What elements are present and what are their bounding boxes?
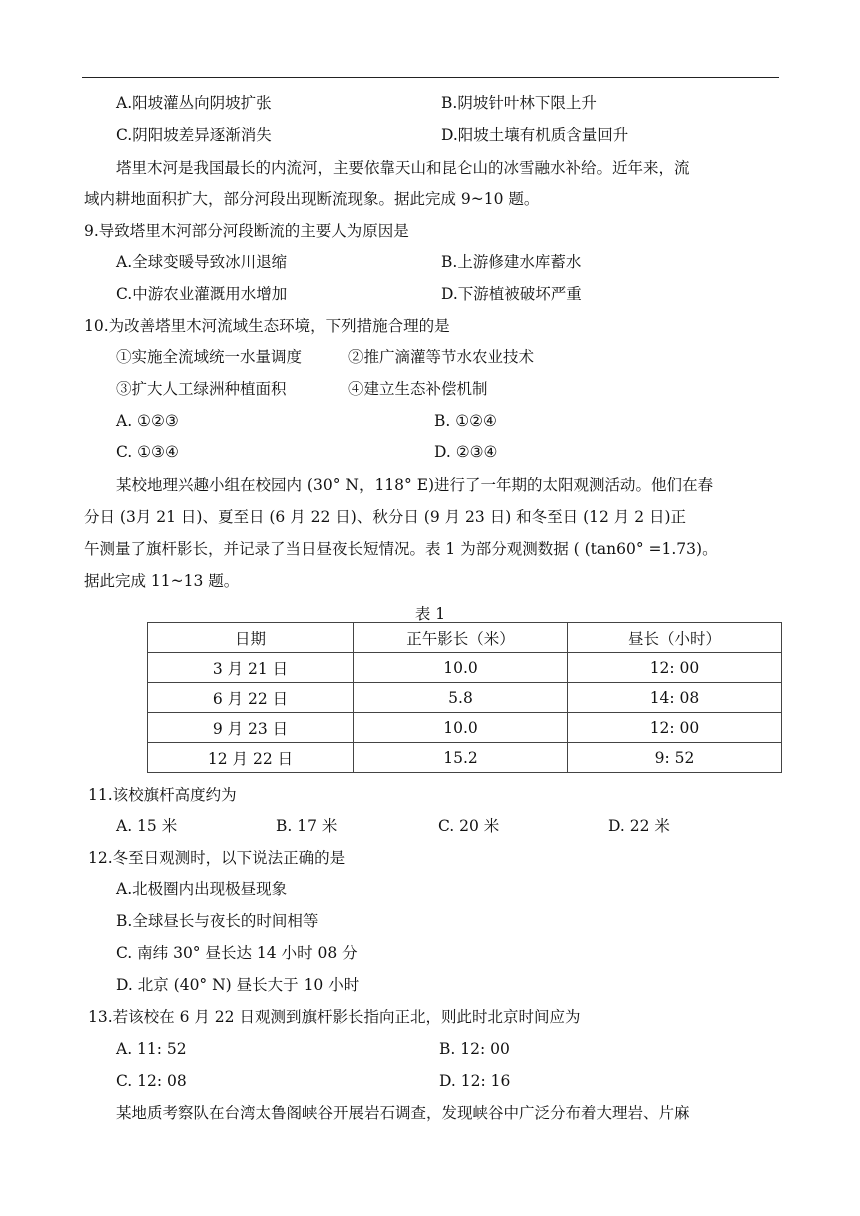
q12-option-d[interactable]: D. 北京 (40° N) 昼长大于 10 小时 — [116, 976, 360, 994]
table-row — [148, 743, 782, 773]
cell-day-length: 9: 52 — [568, 743, 782, 773]
obs-intro-line1: 某校地理兴趣小组在校园内 (30° N，118° E)进行了一年期的太阳观测活动。他们在春 — [116, 476, 714, 494]
cell-date: 12 月 22 日 — [148, 743, 354, 773]
q10-statement-2: ②推广滴灌等节水农业技术 — [348, 348, 535, 366]
table-row — [148, 683, 782, 713]
q8-option-a[interactable]: A.阳坡灌丛向阴坡扩张 — [116, 94, 272, 112]
header-day-length: 昼长（小时） — [568, 623, 782, 653]
table-row — [148, 713, 782, 743]
obs-intro-line2: 分日 (3月 21 日)、夏至日 (6 月 22 日)、秋分日 (9 月 23 日) 和冬至日 (12 月 2 日)正 — [84, 508, 687, 526]
q8-option-b[interactable]: B.阴坡针叶林下限上升 — [441, 94, 597, 112]
q13-option-b[interactable]: B. 12: 00 — [439, 1040, 510, 1058]
q13-option-a[interactable]: A. 11: 52 — [116, 1040, 187, 1058]
tarim-intro-line1: 塔里木河是我国最长的内流河，主要依靠天山和昆仑山的冰雪融水补给。近年来，流 — [116, 159, 690, 177]
cell-shadow-length: 5.8 — [354, 683, 568, 713]
q10-option-a[interactable]: A. ①②③ — [116, 412, 179, 430]
q12-option-b[interactable]: B.全球昼长与夜长的时间相等 — [116, 912, 319, 930]
cell-day-length: 14: 08 — [568, 683, 782, 713]
cell-shadow-length: 10.0 — [354, 713, 568, 743]
q8-option-c[interactable]: C.阴阳坡差异逐渐消失 — [116, 126, 272, 144]
q13-option-d[interactable]: D. 12: 16 — [439, 1072, 511, 1090]
q13-option-c[interactable]: C. 12: 08 — [116, 1072, 187, 1090]
q9-option-a[interactable]: A.全球变暖导致冰川退缩 — [116, 253, 288, 271]
header-rule — [82, 77, 779, 78]
q12-stem: 12.冬至日观测时，以下说法正确的是 — [88, 849, 346, 867]
q11-option-a[interactable]: A. 15 米 — [116, 817, 178, 835]
q9-stem: 9.导致塔里木河部分河段断流的主要人为原因是 — [84, 222, 409, 240]
table-caption: 表 1 — [414, 605, 446, 623]
q11-option-c[interactable]: C. 20 米 — [438, 817, 500, 835]
header-date: 日期 — [148, 623, 354, 653]
table-row — [148, 653, 782, 683]
q11-option-d[interactable]: D. 22 米 — [608, 817, 670, 835]
header-shadow-length: 正午影长（米） — [354, 623, 568, 653]
q11-option-b[interactable]: B. 17 米 — [276, 817, 338, 835]
q10-option-c[interactable]: C. ①③④ — [116, 443, 179, 461]
q11-stem: 11.该校旗杆高度约为 — [88, 786, 237, 804]
q10-option-b[interactable]: B. ①②④ — [434, 412, 497, 430]
q13-stem: 13.若该校在 6 月 22 日观测到旗杆影长指向正北，则此时北京时间应为 — [88, 1008, 581, 1026]
cell-date: 3 月 21 日 — [148, 653, 354, 683]
cell-day-length: 12: 00 — [568, 713, 782, 743]
q10-statement-1: ①实施全流域统一水量调度 — [116, 348, 303, 366]
tarim-intro-line2: 域内耕地面积扩大，部分河段出现断流现象。据此完成 9~10 题。 — [84, 190, 540, 208]
q9-option-c[interactable]: C.中游农业灌溉用水增加 — [116, 285, 288, 303]
q12-option-a[interactable]: A.北极圈内出现极昼现象 — [116, 880, 288, 898]
q9-option-b[interactable]: B.上游修建水库蓄水 — [441, 253, 582, 271]
cell-date: 6 月 22 日 — [148, 683, 354, 713]
taiwan-intro-line1: 某地质考察队在台湾太鲁阁峡谷开展岩石调查，发现峡谷中广泛分布着大理岩、片麻 — [116, 1104, 690, 1122]
cell-shadow-length: 15.2 — [354, 743, 568, 773]
table-header-row — [148, 623, 782, 653]
q10-stem: 10.为改善塔里木河流域生态环境，下列措施合理的是 — [84, 317, 450, 335]
q10-statement-3: ③扩大人工绿洲种植面积 — [116, 380, 287, 398]
q8-option-d[interactable]: D.阳坡土壤有机质含量回升 — [441, 126, 629, 144]
q10-option-d[interactable]: D. ②③④ — [434, 443, 498, 461]
q12-option-c[interactable]: C. 南纬 30° 昼长达 14 小时 08 分 — [116, 944, 358, 962]
observation-table — [147, 622, 782, 773]
obs-intro-line3: 午测量了旗杆影长，并记录了当日昼夜长短情况。表 1 为部分观测数据 ( (tan60° =1.73)。 — [84, 540, 718, 558]
q9-option-d[interactable]: D.下游植被破坏严重 — [441, 285, 582, 303]
cell-day-length: 12: 00 — [568, 653, 782, 683]
cell-shadow-length: 10.0 — [354, 653, 568, 683]
cell-date: 9 月 23 日 — [148, 713, 354, 743]
q10-statement-4: ④建立生态补偿机制 — [348, 380, 488, 398]
obs-intro-line4: 据此完成 11~13 题。 — [84, 572, 240, 590]
